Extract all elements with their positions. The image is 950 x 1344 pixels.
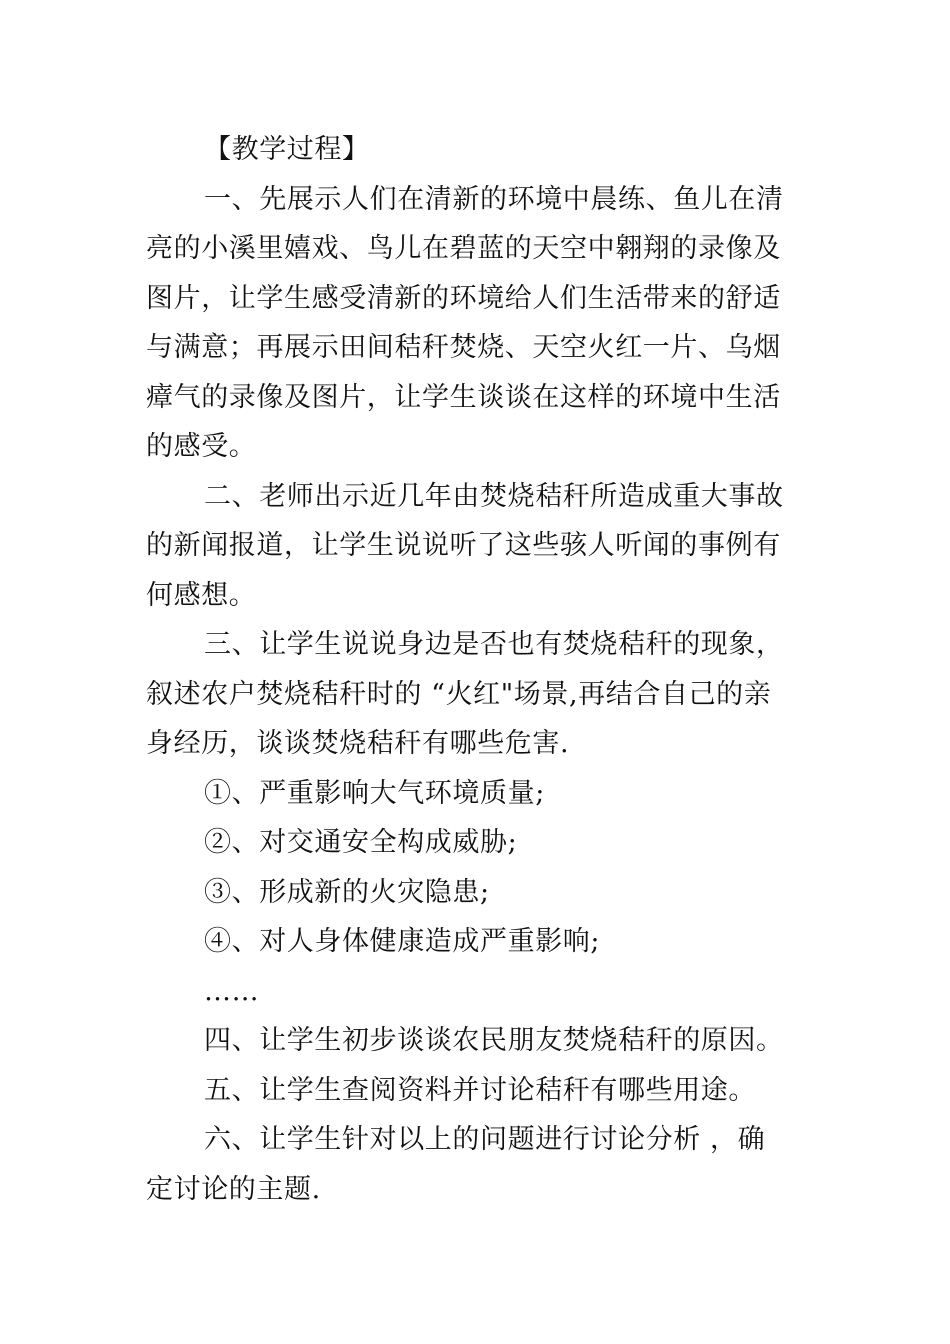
hazard-item: ②、对交通安全构成威胁; — [204, 827, 518, 858]
text-line: 叙述农户焚烧秸秆时的 “火红"场景,再结合自己的亲 — [146, 678, 772, 710]
text-line: 亮的小溪里嬉戏、鸟儿在碧蓝的天空中翱翔的录像及 — [146, 233, 781, 264]
text-line: 图片，让学生感受清新的环境给人们生活带来的舒适 — [146, 282, 781, 314]
document-body — [146, 125, 806, 1214]
section-heading: 【教学过程】 — [204, 134, 370, 165]
text-line: 三、让学生说说身边是否也有焚烧秸秆的现象， — [204, 629, 784, 660]
hazard-item: ①、严重影响大气环境质量; — [204, 777, 545, 809]
step-four-paragraph: 四、让学生初步谈谈农民朋友焚烧秸秆的原因。 — [204, 1025, 784, 1056]
text-line: 二、老师出示近几年由焚烧秸秆所造成重大事故 — [204, 480, 784, 512]
step-one-paragraph — [146, 175, 806, 472]
text-line: 与满意；再展示田间秸秆焚烧、天空火红一片、乌烟 — [146, 332, 781, 363]
text-line: 何感想。 — [146, 579, 257, 611]
step-three-paragraph — [146, 620, 806, 769]
hazard-item: ③、形成新的火灾隐患; — [204, 876, 490, 908]
text-line: 一、先展示人们在清新的环境中晨练、鱼儿在清 — [204, 183, 784, 215]
hazard-item: ④、对人身体健康造成严重影响; — [204, 926, 601, 957]
step-six-paragraph — [146, 1115, 806, 1214]
step-two-paragraph — [146, 472, 806, 621]
text-line: 瘴气的录像及图片，让学生谈谈在这样的环境中生活 — [146, 381, 781, 413]
text-line: 六、让学生针对以上的问题进行讨论分析 ，确 — [204, 1124, 766, 1155]
step-five-paragraph: 五、让学生查阅资料并讨论秸秆有哪些用途。 — [204, 1074, 756, 1106]
text-line: 身经历，谈谈焚烧秸秆有哪些危害. — [146, 728, 570, 759]
hazard-list — [146, 769, 806, 1017]
text-line: 定讨论的主题. — [146, 1173, 321, 1205]
ellipsis: …… — [204, 975, 260, 1007]
text-line: 的感受。 — [146, 431, 257, 462]
text-line: 的新闻报道，让学生说说听了这些骇人听闻的事例有 — [146, 530, 781, 561]
